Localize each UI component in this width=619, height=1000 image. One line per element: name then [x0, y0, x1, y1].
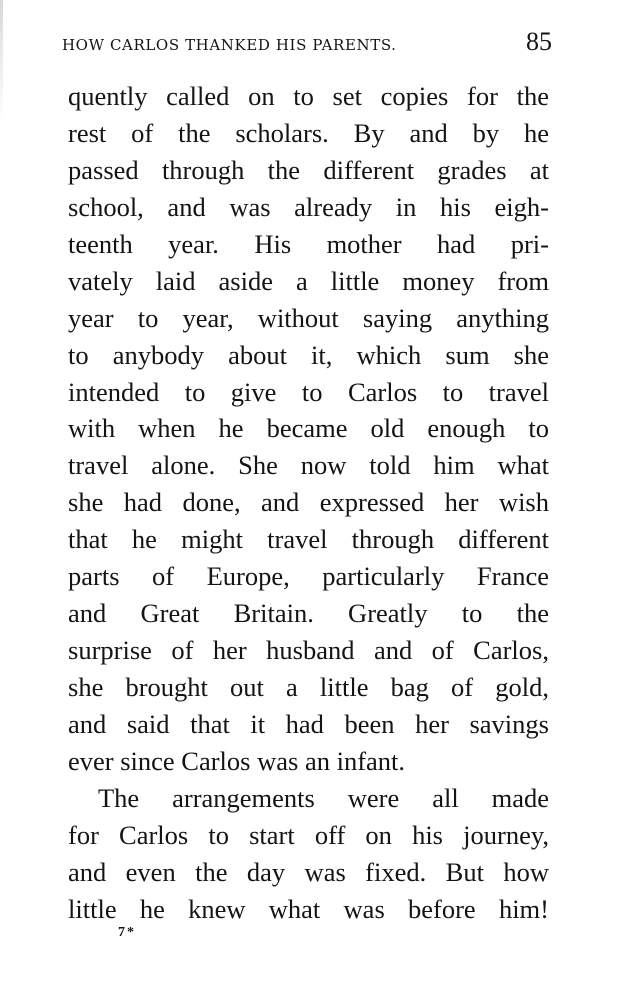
paragraph [68, 78, 549, 780]
text-line: and Great Britain. Greatly to the [68, 598, 549, 629]
text-line: rest of the scholars. By and by he [68, 117, 549, 148]
text-line: travel alone. She now told him what [68, 450, 549, 481]
text-line: surprise of her husband and of Carlos, [68, 635, 549, 666]
text-line: little he knew what was before him! [68, 893, 549, 924]
text-line: teenth year. His mother had pri- [68, 228, 549, 259]
text-line: that he might travel through different [68, 524, 549, 555]
text-line: school, and was already in his eigh- [68, 191, 549, 222]
running-title: HOW CARLOS THANKED HIS PARENTS. [62, 36, 397, 54]
signature-mark: 7* [118, 925, 136, 940]
text-line: quently called on to set copies for the [68, 81, 549, 111]
text-line: to anybody about it, which sum she [68, 339, 549, 370]
text-line: year to year, without saying anything [68, 302, 549, 333]
page-number: 85 [526, 27, 552, 56]
text-line: she brought out a little bag of gold, [68, 672, 549, 702]
text-line: and said that it had been her savings [68, 708, 549, 739]
text-line: with when he became old enough to [68, 413, 549, 444]
body-text [68, 78, 549, 928]
text-line: The arrangements were all made [98, 782, 549, 813]
running-head [62, 24, 552, 64]
text-line: intended to give to Carlos to travel [68, 376, 549, 407]
text-line: for Carlos to start off on his journey, [68, 819, 549, 850]
page-edge-shadow [0, 0, 3, 120]
text-line: she had done, and expressed her wish [68, 487, 549, 518]
paragraph [68, 780, 549, 928]
text-line: ever since Carlos was an infant. [68, 745, 406, 776]
text-line: parts of Europe, particularly France [68, 561, 549, 592]
text-line: vately laid aside a little money from [68, 265, 549, 296]
text-line: passed through the different grades at [68, 154, 549, 185]
text-line: and even the day was fixed. But how [68, 856, 549, 887]
